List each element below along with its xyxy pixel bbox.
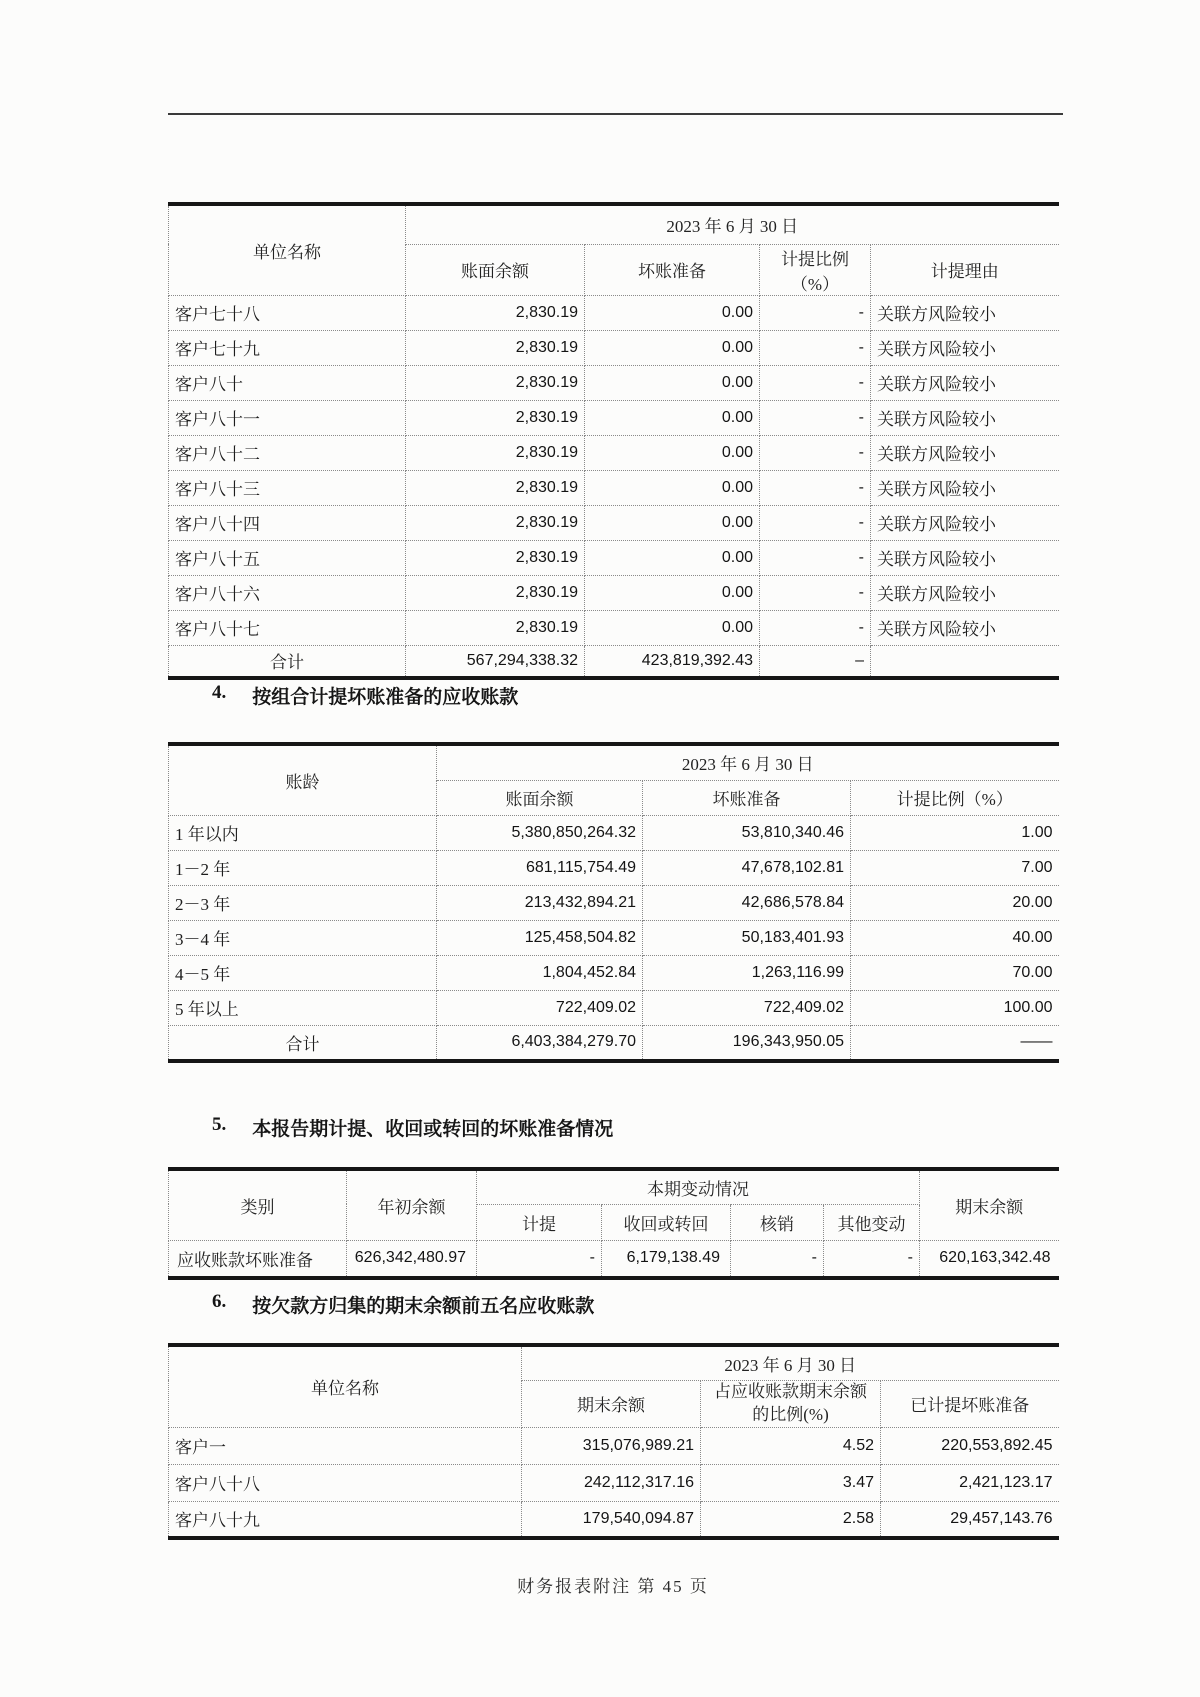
ratio-cell: - xyxy=(760,400,871,435)
closing-balance-cell: 315,076,989.21 xyxy=(522,1427,701,1464)
provision-cell: 0.00 xyxy=(585,435,760,470)
table-row xyxy=(169,1240,1059,1278)
section-title: 按组合计提坏账准备的应收账款 xyxy=(252,687,519,708)
section-number: 4. xyxy=(212,682,227,703)
total-row xyxy=(169,1025,1059,1061)
total-ratio: —— xyxy=(851,1025,1059,1061)
table-row xyxy=(169,540,1059,575)
col-header-period-change: 本期变动情况 xyxy=(477,1169,920,1204)
table-row xyxy=(169,1427,1059,1464)
ratio-cell: - xyxy=(760,295,871,330)
col-header-opening-balance: 年初余额 xyxy=(347,1169,477,1240)
reason-cell: 关联方风险较小 xyxy=(871,295,1059,330)
col-header-date: 2023 年 6 月 30 日 xyxy=(437,744,1059,780)
book-balance-cell: 2,830.19 xyxy=(406,330,585,365)
table-row xyxy=(169,815,1059,850)
ratio-cell: 4.52 xyxy=(701,1427,881,1464)
book-balance-cell: 2,830.19 xyxy=(406,400,585,435)
reason-cell: 关联方风险较小 xyxy=(871,610,1059,645)
col-header-recovered-reversed: 收回或转回 xyxy=(602,1204,731,1240)
write-off-cell: - xyxy=(731,1240,824,1278)
table-row xyxy=(169,850,1059,885)
unit-name-cell: 客户八十七 xyxy=(169,610,406,645)
section-number: 5. xyxy=(212,1114,227,1135)
ratio-cell: - xyxy=(760,575,871,610)
table-row xyxy=(169,400,1059,435)
closing-balance-cell: 620,163,342.48 xyxy=(920,1240,1059,1278)
col-header-unit-name: 单位名称 xyxy=(169,204,406,295)
unit-name-cell: 客户八十九 xyxy=(169,1501,522,1538)
closing-balance-cell: 179,540,094.87 xyxy=(522,1501,701,1538)
ratio-cell: 2.58 xyxy=(701,1501,881,1538)
book-balance-cell: 2,830.19 xyxy=(406,610,585,645)
ratio-cell: 70.00 xyxy=(851,955,1059,990)
aging-cell: 2－3 年 xyxy=(169,885,437,920)
unit-name-cell: 客户八十六 xyxy=(169,575,406,610)
table-row xyxy=(169,920,1059,955)
recovered-cell: 6,179,138.49 xyxy=(602,1240,731,1278)
book-balance-cell: 213,432,894.21 xyxy=(437,885,643,920)
total-book-balance: 567,294,338.32 xyxy=(406,645,585,678)
ratio-cell: 1.00 xyxy=(851,815,1059,850)
ratio-cell: - xyxy=(760,435,871,470)
provision-cell: 220,553,892.45 xyxy=(881,1427,1059,1464)
section-number: 6. xyxy=(212,1291,227,1312)
table-row xyxy=(169,955,1059,990)
header-divider xyxy=(168,113,1063,115)
aging-cell: 3－4 年 xyxy=(169,920,437,955)
reason-cell: 关联方风险较小 xyxy=(871,540,1059,575)
col-header-percentage-of-receivables: 占应收账款期末余额的比例(%) xyxy=(701,1380,881,1427)
reason-cell: 关联方风险较小 xyxy=(871,505,1059,540)
unit-name-cell: 客户八十五 xyxy=(169,540,406,575)
unit-name-cell: 客户八十三 xyxy=(169,470,406,505)
col-header-provision-reason: 计提理由 xyxy=(871,244,1059,295)
unit-name-cell: 客户八十一 xyxy=(169,400,406,435)
section-heading-5 xyxy=(212,1114,613,1141)
ratio-cell: - xyxy=(760,365,871,400)
other-change-cell: - xyxy=(824,1240,920,1278)
col-header-date: 2023 年 6 月 30 日 xyxy=(522,1345,1059,1380)
table-row xyxy=(169,1501,1059,1538)
total-label: 合计 xyxy=(169,1025,437,1061)
customer-provision-table xyxy=(168,202,1059,680)
table-row xyxy=(169,505,1059,540)
table-row xyxy=(169,295,1059,330)
book-balance-cell: 681,115,754.49 xyxy=(437,850,643,885)
ratio-cell: - xyxy=(760,505,871,540)
provision-cell: 0.00 xyxy=(585,575,760,610)
ratio-cell: - xyxy=(760,330,871,365)
book-balance-cell: 125,458,504.82 xyxy=(437,920,643,955)
ratio-cell: 100.00 xyxy=(851,990,1059,1025)
section-heading-6 xyxy=(212,1291,594,1318)
provision-cell: 0.00 xyxy=(585,330,760,365)
opening-balance-cell: 626,342,480.97 xyxy=(347,1240,477,1278)
book-balance-cell: 5,380,850,264.32 xyxy=(437,815,643,850)
table-row xyxy=(169,330,1059,365)
total-provision: 423,819,392.43 xyxy=(585,645,760,678)
reason-cell: 关联方风险较小 xyxy=(871,365,1059,400)
col-header-accrual: 计提 xyxy=(477,1204,602,1240)
aging-cell: 4－5 年 xyxy=(169,955,437,990)
provision-cell: 53,810,340.46 xyxy=(643,815,851,850)
provision-cell: 2,421,123.17 xyxy=(881,1464,1059,1501)
book-balance-cell: 2,830.19 xyxy=(406,295,585,330)
page-footer: 财务报表附注 第 45 页 xyxy=(517,1577,709,1596)
col-header-book-balance: 账面余额 xyxy=(406,244,585,295)
table-row xyxy=(169,575,1059,610)
col-header-category: 类别 xyxy=(169,1169,347,1240)
section-heading-4 xyxy=(212,682,518,709)
table-row xyxy=(169,990,1059,1025)
table-row xyxy=(169,435,1059,470)
top-five-receivables-table xyxy=(168,1343,1059,1540)
total-provision: 196,343,950.05 xyxy=(643,1025,851,1061)
ratio-cell: 40.00 xyxy=(851,920,1059,955)
col-header-provision-ratio: 计提比例（%） xyxy=(760,244,871,295)
provision-cell: 1,263,116.99 xyxy=(643,955,851,990)
total-ratio: – xyxy=(760,645,871,678)
provision-movement-table xyxy=(168,1167,1059,1280)
table-row xyxy=(169,1464,1059,1501)
col-header-provision-ratio: 计提比例（%） xyxy=(851,780,1059,815)
col-header-provision-made: 已计提坏账准备 xyxy=(881,1380,1059,1427)
reason-cell: 关联方风险较小 xyxy=(871,330,1059,365)
section-title: 按欠款方归集的期末余额前五名应收账款 xyxy=(252,1296,595,1317)
col-header-book-balance: 账面余额 xyxy=(437,780,643,815)
reason-cell: 关联方风险较小 xyxy=(871,470,1059,505)
ratio-cell: - xyxy=(760,610,871,645)
unit-name-cell: 客户七十九 xyxy=(169,330,406,365)
table-row xyxy=(169,610,1059,645)
provision-cell: 722,409.02 xyxy=(643,990,851,1025)
provision-cell: 0.00 xyxy=(585,400,760,435)
aging-cell: 5 年以上 xyxy=(169,990,437,1025)
unit-name-cell: 客户八十 xyxy=(169,365,406,400)
book-balance-cell: 2,830.19 xyxy=(406,470,585,505)
book-balance-cell: 1,804,452.84 xyxy=(437,955,643,990)
section-title: 本报告期计提、收回或转回的坏账准备情况 xyxy=(252,1119,614,1140)
table-row xyxy=(169,365,1059,400)
col-header-closing-balance: 期末余额 xyxy=(522,1380,701,1427)
col-header-date: 2023 年 6 月 30 日 xyxy=(406,204,1059,244)
book-balance-cell: 722,409.02 xyxy=(437,990,643,1025)
total-label: 合计 xyxy=(169,645,406,678)
provision-cell: 47,678,102.81 xyxy=(643,850,851,885)
unit-name-cell: 客户一 xyxy=(169,1427,522,1464)
unit-name-cell: 客户八十二 xyxy=(169,435,406,470)
col-header-aging: 账龄 xyxy=(169,744,437,815)
provision-cell: 29,457,143.76 xyxy=(881,1501,1059,1538)
aging-provision-table xyxy=(168,742,1059,1063)
category-cell: 应收账款坏账准备 xyxy=(169,1240,347,1278)
book-balance-cell: 2,830.19 xyxy=(406,435,585,470)
book-balance-cell: 2,830.19 xyxy=(406,505,585,540)
unit-name-cell: 客户八十八 xyxy=(169,1464,522,1501)
provision-cell: 0.00 xyxy=(585,540,760,575)
provision-cell: 0.00 xyxy=(585,295,760,330)
unit-name-cell: 客户八十四 xyxy=(169,505,406,540)
col-header-write-off: 核销 xyxy=(731,1204,824,1240)
provision-cell: 0.00 xyxy=(585,365,760,400)
col-header-unit-name: 单位名称 xyxy=(169,1345,522,1427)
ratio-cell: 7.00 xyxy=(851,850,1059,885)
provision-cell: 0.00 xyxy=(585,505,760,540)
book-balance-cell: 2,830.19 xyxy=(406,575,585,610)
reason-cell: 关联方风险较小 xyxy=(871,400,1059,435)
provision-cell: 0.00 xyxy=(585,470,760,505)
col-header-bad-debt-provision: 坏账准备 xyxy=(643,780,851,815)
total-row xyxy=(169,645,1059,678)
ratio-cell: 3.47 xyxy=(701,1464,881,1501)
ratio-cell: - xyxy=(760,470,871,505)
col-header-bad-debt-provision: 坏账准备 xyxy=(585,244,760,295)
accrual-cell: - xyxy=(477,1240,602,1278)
book-balance-cell: 2,830.19 xyxy=(406,365,585,400)
closing-balance-cell: 242,112,317.16 xyxy=(522,1464,701,1501)
provision-cell: 42,686,578.84 xyxy=(643,885,851,920)
col-header-other-change: 其他变动 xyxy=(824,1204,920,1240)
col-header-closing-balance: 期末余额 xyxy=(920,1169,1059,1240)
provision-cell: 50,183,401.93 xyxy=(643,920,851,955)
ratio-cell: 20.00 xyxy=(851,885,1059,920)
ratio-cell: - xyxy=(760,540,871,575)
provision-cell: 0.00 xyxy=(585,610,760,645)
reason-cell: 关联方风险较小 xyxy=(871,435,1059,470)
total-reason xyxy=(871,645,1059,678)
total-book-balance: 6,403,384,279.70 xyxy=(437,1025,643,1061)
unit-name-cell: 客户七十八 xyxy=(169,295,406,330)
aging-cell: 1－2 年 xyxy=(169,850,437,885)
table-row xyxy=(169,470,1059,505)
aging-cell: 1 年以内 xyxy=(169,815,437,850)
reason-cell: 关联方风险较小 xyxy=(871,575,1059,610)
table-row xyxy=(169,885,1059,920)
book-balance-cell: 2,830.19 xyxy=(406,540,585,575)
